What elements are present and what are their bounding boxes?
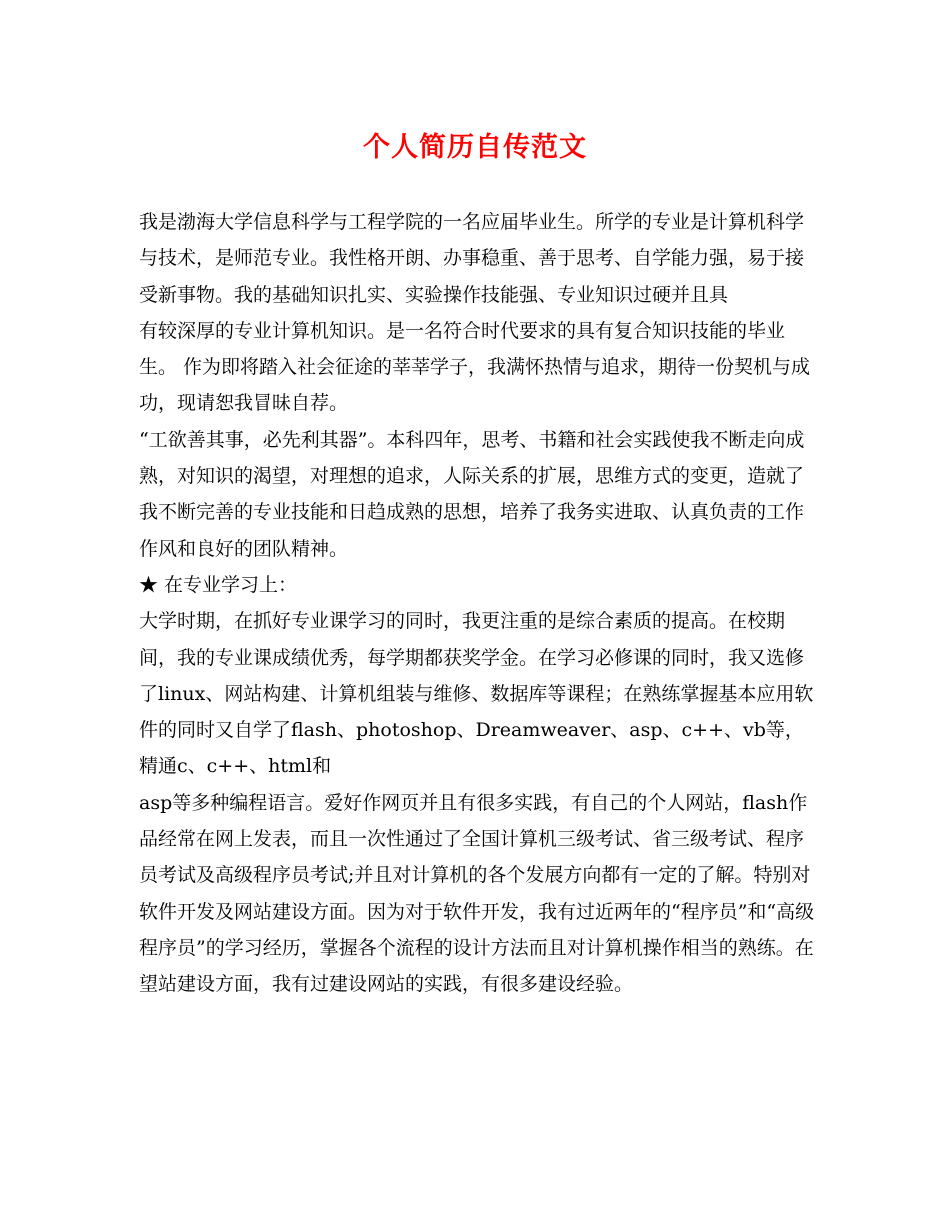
document-title: 个人简历自传范文 <box>363 132 587 163</box>
section-heading-study: ★ 在专业学习上： <box>139 573 298 596</box>
paragraph-intro: 我是渤海大学信息科学与工程学院的一名应届毕业生。所学的专业是计算机科学与技术，是师范专业。我性格开朗、办事稳重、善于思考、自学能力强，易于接受新事物。我的基础知识扎实、实验操作技能强、专业知识过硬并且具 <box>139 211 805 306</box>
paragraph-study: 大学时期，在抓好专业课学习的同时，我更注重的是综合素质的提高。在校期间，我的专业课成绩优秀，每学期都获奖学金。在学习必修课的同时，我又选修了linux、网站构建、计算机组装与维修、数据库等课程；在熟练掌握基本应用软件的同时又自学了flash、photoshop、Dreamweaver、asp、c++、vb等，精通c、c++、html和 <box>139 610 814 778</box>
document-body <box>139 204 815 1003</box>
paragraph-self-recommendation: 有较深厚的专业计算机知识。是一名符合时代要求的具有复合知识技能的毕业生。 作为即将踏入社会征途的莘莘学子，我满怀热情与追求，期待一份契机与成功，现请恕我冒昧自荐。 <box>139 319 811 415</box>
paragraph-growth: “工欲善其事，必先利其器”。本科四年，思考、书籍和社会实践使我不断走向成熟，对知识的渴望，对理想的追求，人际关系的扩展，思维方式的变更，造就了我不断完善的专业技能和日趋成熟的思想，培养了我务实进取、认真负责的工作作风和良好的团队精神。 <box>139 428 805 560</box>
paragraph-practice: asp等多种编程语言。爱好作网页并且有很多实践，有自己的个人网站，flash作品经常在网上发表，而且一次性通过了全国计算机三级考试、省三级考试、程序员考试及高级程序员考试;并且对计算机的各个发展方向都有一定的了解。特别对软件开发及网站建设方面。因为对于软件开发，我有过近两年的“程序员”和“高级程序员”的学习经历，掌握各个流程的设计方法而且对计算机操作相当的熟练。在望站建设方面，我有过建设网站的实践，有很多建设经验。 <box>139 791 815 996</box>
